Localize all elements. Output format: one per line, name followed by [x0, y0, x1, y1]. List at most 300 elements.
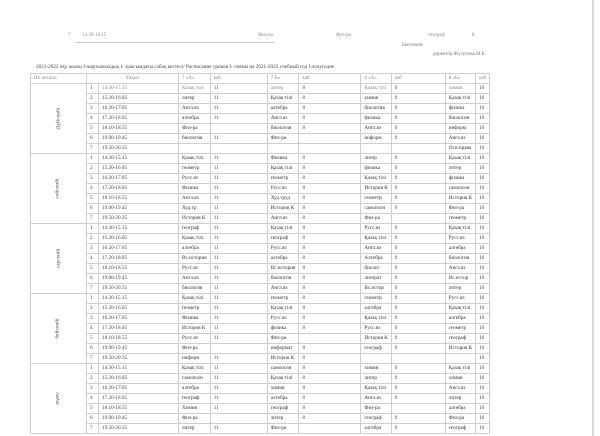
subject-8a: химия	[361, 364, 391, 374]
cab-8b: 10	[476, 114, 490, 124]
header-row	[31, 74, 490, 84]
subject-7a: Физика	[179, 184, 211, 194]
subject-7b: Худ.труд	[267, 194, 299, 204]
header-7b: 7-Б»	[267, 74, 299, 84]
subject-7a: История К	[179, 324, 211, 334]
table-row	[31, 414, 490, 424]
cab-8b: 10	[476, 154, 490, 164]
cab-7a: 11	[210, 184, 267, 194]
cab-7b	[299, 424, 361, 434]
cab-8b: 10	[476, 294, 490, 304]
lesson-time: 16.20-17.05	[99, 104, 179, 114]
document-title: 2021-2022 оқу жылы I-жартыжылдық I- ауысымдағы сабақ кестесі/ Расписание уроков I- смены на 2021-2022 учебный год I полугодие	[36, 64, 335, 70]
subject-8b: географ	[445, 424, 475, 434]
subject-8b: литер	[445, 284, 475, 294]
lesson-time: 19.50-20.35	[99, 144, 179, 154]
lesson-number: 6	[87, 274, 99, 284]
cab-8b: 10	[476, 164, 490, 174]
header-day: Ш/ аптасы	[31, 74, 87, 84]
cab-8b: 10	[476, 234, 490, 244]
cab-7b: 8	[299, 374, 361, 384]
cab-8a: 9	[391, 94, 445, 104]
subject-8a: Қазақ тілі	[361, 84, 391, 94]
subject-8a: Қазақ тілі	[361, 174, 391, 184]
subject-7b: Русс.яз	[267, 184, 299, 194]
subject-7b: Қазақ тілі	[267, 94, 299, 104]
subject-8b: алгебра	[445, 244, 475, 254]
subject-8a: геометр	[361, 294, 391, 304]
table-row	[31, 224, 490, 234]
cab-8b: 10	[476, 364, 490, 374]
cab-8b: 10	[476, 404, 490, 414]
lesson-number: 7	[87, 144, 99, 154]
subject-8b: географ	[445, 334, 475, 344]
subject-8b: биология	[445, 254, 475, 264]
subject-7b: физика	[267, 324, 299, 334]
cab-7a: 11	[210, 314, 267, 324]
lesson-time: 16.20-17.05	[99, 384, 179, 394]
remnant-subject-3: географ	[428, 33, 445, 38]
subject-7b: Вс.история	[267, 264, 299, 274]
subject-8a: биолог	[361, 264, 391, 274]
subject-7b: История К	[267, 204, 299, 214]
cab-8b: 10	[476, 224, 490, 234]
cab-8b: 10	[476, 314, 490, 324]
cab-7a: 11	[210, 154, 267, 164]
lesson-time: 17.20-18.05	[99, 114, 179, 124]
table-row	[31, 154, 490, 164]
subject-7b: Қазақ тілі	[267, 374, 299, 384]
cab-8a: 9	[391, 274, 445, 284]
lesson-number: 6	[87, 414, 99, 424]
cab-7a: 11	[210, 114, 267, 124]
subject-8a: литер	[361, 374, 391, 384]
cab-8b: 10	[476, 424, 490, 434]
subject-8b: Русс.яз	[445, 294, 475, 304]
cab-7b: 8	[299, 274, 361, 284]
remnant-subject-2: Физ-ра	[336, 33, 351, 38]
cab-8a: 9	[391, 364, 445, 374]
header-8a: 8 «А»	[361, 74, 391, 84]
subject-8b: Русс.яз	[445, 234, 475, 244]
subject-7b	[267, 144, 299, 154]
cab-7b: 8	[299, 254, 361, 264]
cab-7a: 11	[210, 334, 267, 344]
cab-7b: 8	[299, 294, 361, 304]
lesson-time: 19.00-19.45	[99, 134, 179, 144]
remnant-subject-1: Физ-ра	[258, 33, 273, 38]
table-row	[31, 354, 490, 364]
cab-8b: 10	[476, 384, 490, 394]
cab-8a: 9	[391, 204, 445, 214]
subject-7b: геометр	[267, 174, 299, 184]
cab-8a: 9	[391, 414, 445, 424]
table-row	[31, 274, 490, 284]
cab-8b: 10	[476, 324, 490, 334]
subject-7a: литер	[179, 424, 211, 434]
cab-7a: 11	[210, 264, 267, 274]
subject-7a: Русс.яз	[179, 174, 211, 184]
day-label: сәрсенбі	[54, 248, 61, 269]
lesson-number: 1	[87, 84, 99, 94]
cab-8b: 10	[476, 264, 490, 274]
day-cell	[31, 84, 87, 154]
lesson-time: 15.20-16.05	[99, 234, 179, 244]
lesson-time: 19.00-19.45	[99, 414, 179, 424]
subject-7a: географ	[179, 394, 211, 404]
subject-8b: литер	[445, 394, 475, 404]
subject-7a: географ	[179, 224, 211, 234]
lesson-number: 4	[87, 324, 99, 334]
cab-8a: 9	[391, 334, 445, 344]
cab-7a: 11	[210, 404, 267, 414]
subject-8a: литер	[361, 154, 391, 164]
cab-7b: 8	[299, 264, 361, 274]
cab-7b: 8	[299, 94, 361, 104]
subject-8b: геометр	[445, 324, 475, 334]
cab-8a: 9	[391, 194, 445, 204]
subject-7b: История К	[267, 354, 299, 364]
subject-7b: Қазақ тілі	[267, 164, 299, 174]
cab-8b: 10	[476, 214, 490, 224]
lesson-time: 17.20-18.05	[99, 254, 179, 264]
table-row	[31, 214, 490, 224]
subject-7b: географ	[267, 234, 299, 244]
table-row	[31, 374, 490, 384]
lesson-time: 15.20-16.05	[99, 374, 179, 384]
subject-8a: История К	[361, 184, 391, 194]
subject-8a: Қазақ тілі	[361, 384, 391, 394]
lesson-time: 19.50-20.35	[99, 354, 179, 364]
cab-8b: 10	[476, 334, 490, 344]
cab-8a	[391, 354, 445, 364]
day-label: бейсенбі	[55, 318, 61, 339]
header-7a: 7 «А»	[179, 74, 211, 84]
cab-7b: 8	[299, 164, 361, 174]
table-row	[31, 424, 490, 434]
cab-7a: 11	[210, 274, 267, 284]
subject-7a: самопозн	[179, 374, 211, 384]
cab-7b: 8	[299, 314, 361, 324]
subject-7b: литер	[267, 84, 299, 94]
lesson-number: 7	[87, 354, 99, 364]
cab-7b: 8	[299, 404, 361, 414]
subject-7b: самопозн	[267, 364, 299, 374]
cab-7a: 11	[210, 194, 267, 204]
lesson-number: 4	[87, 114, 99, 124]
subject-7b: алгебра	[267, 394, 299, 404]
cab-7b: 8	[299, 154, 361, 164]
cab-7b: 8	[299, 194, 361, 204]
cab-8b: 10	[476, 174, 490, 184]
lesson-number: 6	[87, 204, 99, 214]
subject-7b: Англ.яз	[267, 114, 299, 124]
subject-8a: Русс.яз	[361, 324, 391, 334]
lesson-time: 18.10-18.55	[99, 264, 179, 274]
subject-8b: Қазақ тілі	[445, 364, 475, 374]
subject-8b: Қазақ тілі	[445, 154, 475, 164]
day-label: Дүйсенбі	[54, 107, 61, 130]
cab-7a	[210, 414, 267, 424]
cab-7b: 8	[299, 204, 361, 214]
cab-7b: 8	[299, 114, 361, 124]
cab-7a: 11	[210, 284, 267, 294]
cab-7a: 11	[210, 374, 267, 384]
day-label: сейсенбі	[55, 178, 61, 199]
cab-7a: 11	[210, 94, 267, 104]
lesson-number: 5	[87, 194, 99, 204]
cab-8b: 10	[476, 84, 490, 94]
cab-8a	[391, 214, 445, 224]
subject-7b: Англ.яз	[267, 214, 299, 224]
subject-7a: алгебра	[179, 244, 211, 254]
lesson-time: 14.30-15.15	[99, 84, 179, 94]
table-row	[31, 284, 490, 294]
lesson-number: 5	[87, 404, 99, 414]
cab-8b: 10	[476, 124, 490, 134]
cab-7a: 11	[210, 294, 267, 304]
table-row	[31, 234, 490, 244]
subject-7a: Физ-ра	[179, 414, 211, 424]
cab-7a: 11	[210, 424, 267, 434]
remnant-time: 13.30-14.15	[82, 33, 107, 38]
cab-7b: 8	[299, 214, 361, 224]
cab-8a: 9	[391, 384, 445, 394]
approval-director: директор Жүзупова М.Б.	[433, 52, 486, 57]
cab-8a: 9	[391, 84, 445, 94]
cab-8b: 10	[476, 94, 490, 104]
subject-8b: информ	[445, 124, 475, 134]
table-row	[31, 404, 490, 414]
subject-7a: биология	[179, 134, 211, 144]
subject-8b	[445, 354, 475, 364]
subject-8b: алгебра	[445, 404, 475, 414]
subject-7a: Қазақ тілі	[179, 294, 211, 304]
lesson-number: 3	[87, 244, 99, 254]
table-row	[31, 324, 490, 334]
table-row	[31, 174, 490, 184]
lesson-time: 16.20-17.05	[99, 174, 179, 184]
table-row	[31, 304, 490, 314]
cab-8b: 10	[476, 394, 490, 404]
cab-7a: 11	[210, 164, 267, 174]
subject-7b: Қазақ тілі	[267, 304, 299, 314]
header-cab-1: каб	[210, 74, 267, 84]
cab-8a: 9	[391, 134, 445, 144]
cab-8a: 9	[391, 164, 445, 174]
lesson-time: 18.10-18.55	[99, 194, 179, 204]
lesson-number: 3	[87, 104, 99, 114]
cab-7a	[210, 124, 267, 134]
subject-7a: Русс.яз	[179, 334, 211, 344]
table-row	[31, 204, 490, 214]
lesson-time: 19.00-19.45	[99, 204, 179, 214]
cab-8b: 10	[476, 184, 490, 194]
cab-7b: 8	[299, 304, 361, 314]
lesson-number: 6	[87, 134, 99, 144]
lesson-time: 14.30-15.15	[99, 224, 179, 234]
cab-7b: 8	[299, 394, 361, 404]
day-cell	[31, 364, 87, 434]
subject-8b: Англ.яз	[445, 134, 475, 144]
lesson-number: 2	[87, 304, 99, 314]
approval-approved: Бекітемін	[402, 43, 423, 48]
lesson-number: 5	[87, 334, 99, 344]
cab-7b: 8	[299, 124, 361, 134]
remnant-line	[75, 42, 275, 43]
cab-7b: 8	[299, 364, 361, 374]
table-row	[31, 334, 490, 344]
subject-7a: Қазақ тілі	[179, 154, 211, 164]
header-time: Уақыт	[87, 74, 179, 84]
subject-8a: Англ.яз	[361, 244, 391, 254]
subject-7b: информат	[267, 344, 299, 354]
subject-7b: литер	[267, 414, 299, 424]
remnant-lesson-no: 7	[68, 33, 71, 38]
table-row	[31, 104, 490, 114]
subject-8b: Физ-ра	[445, 204, 475, 214]
lesson-number: 4	[87, 254, 99, 264]
subject-7b: алгебра	[267, 104, 299, 114]
lesson-time: 19.50-20.35	[99, 424, 179, 434]
lesson-number: 5	[87, 264, 99, 274]
cab-7b	[299, 134, 361, 144]
lesson-time: 18.10-18.55	[99, 124, 179, 134]
cab-7b	[299, 144, 361, 154]
table-row	[31, 384, 490, 394]
subject-8b: литер	[445, 164, 475, 174]
day-cell	[31, 224, 87, 294]
table-row	[31, 294, 490, 304]
subject-8b: Вс.истор	[445, 274, 475, 284]
cab-7b: 8	[299, 284, 361, 294]
subject-7b: Физ-ра	[267, 134, 299, 144]
subject-7a: Физ-ра	[179, 344, 211, 354]
cab-7b: 8	[299, 344, 361, 354]
subject-7a: Қазақ тілі	[179, 234, 211, 244]
cab-7a: 11	[210, 134, 267, 144]
subject-7a: Физ-ра	[179, 124, 211, 134]
cab-8a: 9	[391, 314, 445, 324]
table-row	[31, 314, 490, 324]
subject-8b: Осн.права	[445, 144, 475, 154]
lesson-number: 2	[87, 94, 99, 104]
subject-8b: химия	[445, 374, 475, 384]
lesson-time: 19.50-20.35	[99, 284, 179, 294]
cab-7a: 11	[210, 104, 267, 114]
subject-7a: Вс.история	[179, 254, 211, 264]
subject-7b: Физ-ра	[267, 424, 299, 434]
cab-7b: 8	[299, 324, 361, 334]
cab-7a: 11	[210, 84, 267, 94]
cab-8b: 10	[476, 304, 490, 314]
cab-7a: 11	[210, 384, 267, 394]
subject-8a	[361, 354, 391, 364]
cab-7a: 11	[210, 254, 267, 264]
subject-7b: географ	[267, 404, 299, 414]
lesson-time: 19.50-20.35	[99, 214, 179, 224]
lesson-time: 15.20-16.05	[99, 94, 179, 104]
lesson-time: 15.20-16.05	[99, 304, 179, 314]
table-row	[31, 394, 490, 404]
cab-8a: 9	[391, 254, 445, 264]
cab-7a: 11	[210, 234, 267, 244]
cab-7a: 11	[210, 394, 267, 404]
subject-7a: алгебра	[179, 384, 211, 394]
subject-8a: Қазақ тілі	[361, 314, 391, 324]
cab-7b: 8	[299, 174, 361, 184]
table-row	[31, 114, 490, 124]
subject-7a: Англ.яз	[179, 194, 211, 204]
subject-8a: Физ-ра	[361, 404, 391, 414]
lesson-time: 14.30-15.15	[99, 154, 179, 164]
day-label: жұма	[55, 392, 61, 405]
subject-8b: самопозн	[445, 184, 475, 194]
subject-7b: Русс.яз	[267, 244, 299, 254]
cab-8a: 9	[391, 374, 445, 384]
subject-7a: Химия	[179, 404, 211, 414]
cab-8b: 10	[476, 344, 490, 354]
cab-8b: 10	[476, 194, 490, 204]
subject-7a: Англ.яз	[179, 104, 211, 114]
subject-8a: самопозн	[361, 204, 391, 214]
cab-8a: 9	[391, 104, 445, 114]
subject-8b: Қазақ тілі	[445, 224, 475, 234]
cab-7b: 8	[299, 84, 361, 94]
subject-8b: История К	[445, 344, 475, 354]
subject-7a	[179, 144, 211, 154]
remnant-cab: 8	[472, 33, 475, 38]
subject-8a: Англ.яз	[361, 124, 391, 134]
table-row	[31, 264, 490, 274]
subject-7a: История К	[179, 214, 211, 224]
cab-8a: 9	[391, 394, 445, 404]
subject-8a: Қазақ тілі	[361, 234, 391, 244]
cab-8a: 9	[391, 114, 445, 124]
lesson-number: 1	[87, 224, 99, 234]
table-row	[31, 134, 490, 144]
subject-7b: биология	[267, 124, 299, 134]
subject-8b: История К	[445, 194, 475, 204]
subject-8a: геометр	[361, 194, 391, 204]
subject-7a: Қазақ тілі	[179, 84, 211, 94]
cab-7a: 11	[210, 214, 267, 224]
cab-7b: 8	[299, 104, 361, 114]
cab-8b: 10	[476, 204, 490, 214]
cab-8b: 10	[476, 284, 490, 294]
subject-7a: геометр	[179, 304, 211, 314]
subject-8a: физика	[361, 114, 391, 124]
table-row	[31, 144, 490, 154]
subject-8a: физика	[361, 164, 391, 174]
header-cab-4: каб	[476, 74, 490, 84]
lesson-number: 2	[87, 374, 99, 384]
subject-8b: биология	[445, 114, 475, 124]
header-cab-3: каб	[391, 74, 445, 84]
day-cell	[31, 154, 87, 224]
lesson-number: 5	[87, 124, 99, 134]
subject-7b: Англ.яз	[267, 284, 299, 294]
subject-8b: Англ.яз	[445, 384, 475, 394]
cab-8a: 9	[391, 174, 445, 184]
cab-8b: 10	[476, 244, 490, 254]
subject-7a: Русс.яз	[179, 264, 211, 274]
lesson-number: 1	[87, 154, 99, 164]
cab-8b: 10	[476, 254, 490, 264]
subject-8b: Қазақ тілі	[445, 304, 475, 314]
subject-7b: биология	[267, 274, 299, 284]
cab-8a: 9	[391, 284, 445, 294]
